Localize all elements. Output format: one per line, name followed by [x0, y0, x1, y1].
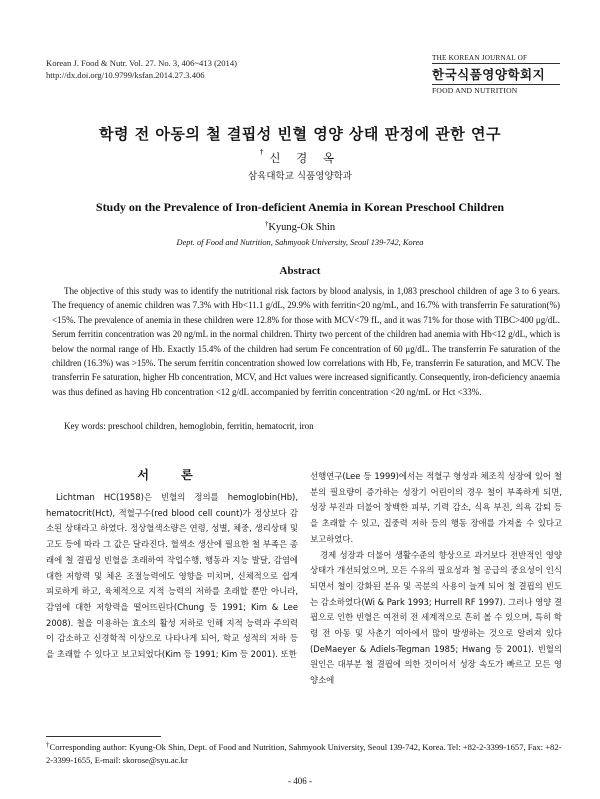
footnote-text: Corresponding author: Kyung-Ok Shin, Dept. of Food and Nutrition, Sahmyook University, Seoul 139-742, Korea. Tel: +82-2-3399-1657, Fax: +82-2-3399-1655, E-mail: skorose@syu.ac.kr — [46, 742, 562, 765]
korean-author — [0, 150, 600, 166]
korean-affiliation: 삼육대학교 식품영양학과 — [248, 171, 352, 182]
abstract-body: The objective of this study was to identify the nutritional risk factors by blood analysis, in 1,083 preschool children of age 3 to 6 years. The frequency of anemic children was 7.3% with Hb<11.1 g/dL, 29.9% with ferritin<20 ng/mL, and 16.7% with transferrin Fe saturation(%)<15%. The prevalence of anemia in these children were 12.8% for those with MCV<79 fL, and it was 71% for those with TIBC>400 μg/dL. Serum ferritin concentration was 20 ng/mL in the normal children. Thirty two percent of the children had anemia with Hb<12 g/dL, which is below the normal range of Hb. Exactly 15.4% of the children had serum Fe concentration of 60 μg/dL. The transferrin Fe saturation of the children (16.3%) was >15%. The serum ferritin concentration showed low correlations with Hb, Fe, transferrin Fe saturation, and MCV. The transferrin Fe saturation, higher Hb concentration, MCV, and Hct values were increased significantly. Consequently, iron-deficiency anaemia was thus defined as having Hb concentration <12 g/dL accompanied by ferritin concentration <20 ng/mL or Hct <33%. — [52, 286, 560, 397]
author-dagger: † — [264, 220, 269, 228]
english-author — [0, 222, 600, 233]
doi-link[interactable]: http://dx.doi.org/10.9799/ksfan.2014.27.3.406 — [46, 70, 205, 80]
journal-name-top: THE KOREAN JOURNAL OF — [432, 54, 560, 64]
author-dagger: † — [259, 148, 270, 156]
citation-line: Korean J. Food & Nutr. Vol. 27. No. 3, 406~413 (2014) — [46, 58, 238, 68]
left-column — [46, 490, 298, 663]
keywords: Key words: preschool children, hemoglobin, ferritin, hematocrit, iron — [64, 421, 314, 431]
korean-author-name: 신 경 옥 — [269, 151, 341, 165]
right-column — [310, 469, 562, 689]
english-author-name: Kyung-Ok Shin — [268, 222, 336, 233]
english-title: Study on the Prevalence of Iron-deficient Anemia in Korean Preschool Children — [95, 200, 505, 214]
abstract-heading: Abstract — [279, 265, 321, 277]
journal-name-bottom: FOOD AND NUTRITION — [432, 84, 560, 95]
journal-name-korean: 한국식품영양학회지 — [432, 67, 546, 82]
section-heading-introduction: 서 론 — [137, 468, 207, 482]
paragraph: 선행연구(Lee 등 1999)에서는 적혈구 형성과 체조직 성장에 있어 철분의 필요량이 증가하는 성장기 어린이의 경우 철이 부족하게 되면, 성장 부진과 더불어 창백한 피부, 기력 감소, 식욕 부진, 의욕 감퇴 등을 초래할 수 있고, 집중력 저하 등의 행동 장애를 가져올 수 있다고 보고하였다. — [310, 471, 562, 544]
korean-title: 학령 전 아동의 철 결핍성 빈혈 영양 상태 판정에 관한 연구 — [99, 125, 501, 143]
citation-header — [46, 57, 237, 81]
english-affiliation: Dept. of Food and Nutrition, Sahmyook University, Seoul 139-742, Korea — [176, 238, 424, 247]
footnote-divider — [46, 736, 161, 737]
journal-logo — [432, 54, 560, 95]
paragraph: Lichtman HC(1958)은 빈혈의 정의를 hemoglobin(Hb), hematocrit(Hct), 적혈구수(red blood cell count)가 정상보다 감소된 상태라고 하였다. 정상혈색소량은 연령, 성별, 체중, 생리상태 및 고도 등에 따라 그 값은 달라진다. 혈색소 생산에 필요한 철 부족은 종래에 철 결핍성 빈혈을 초래하여 작업수행, 행동과 지능 발달, 감염에 대한 저항력 및 체온 조절능력에도 영향을 미치며, 신체적으로 쉽게 피로하게 하고, 육체적으로 지적 능력의 저하를 초래할 뿐만 아니라, 감염에 대한 저항력을 떨어뜨린다(Chung 등 1991; Kim & Lee 2008). 철을 이용하는 효소의 활성 저하로 인해 지적 능력과 주의력이 감소하고 신경학적 이상으로 나타나게 되어, 학교 성적의 저하 등을 초래할 수 있다고 보고되었다(Kim 등 1991; Kim 등 2001). 또한 — [46, 492, 298, 660]
paragraph: 경제 성장과 더불어 생활수준의 향상으로 과거보다 전반적인 영양상태가 개선되었으며, 모든 수유의 필요성과 철 공급의 중요성이 인식되면서 철이 강화된 분유 및 곡분의 사용이 늘게 되어 철 결핍의 빈도는 감소하였다(Wi & Park 1993; Hurrell RF 1997). 그러나 영양 결핍으로 인한 빈혈은 여전히 전 세계적으로 흔히 볼 수 있으며, 특히 학령 전 아동 및 사춘기 여아에서 많이 발생하는 것으로 알려져 있다(DeMaeyer & Adiels-Tegman 1985; Hwang 등 2001). 빈혈의 원인은 대부분 철 결핍에 의한 것이어서 성장 속도가 빠르고 모든 영양소에 — [310, 549, 563, 686]
footnote-dagger: † — [46, 741, 50, 749]
footnote — [46, 741, 562, 767]
page-number: - 406 - — [288, 776, 312, 786]
